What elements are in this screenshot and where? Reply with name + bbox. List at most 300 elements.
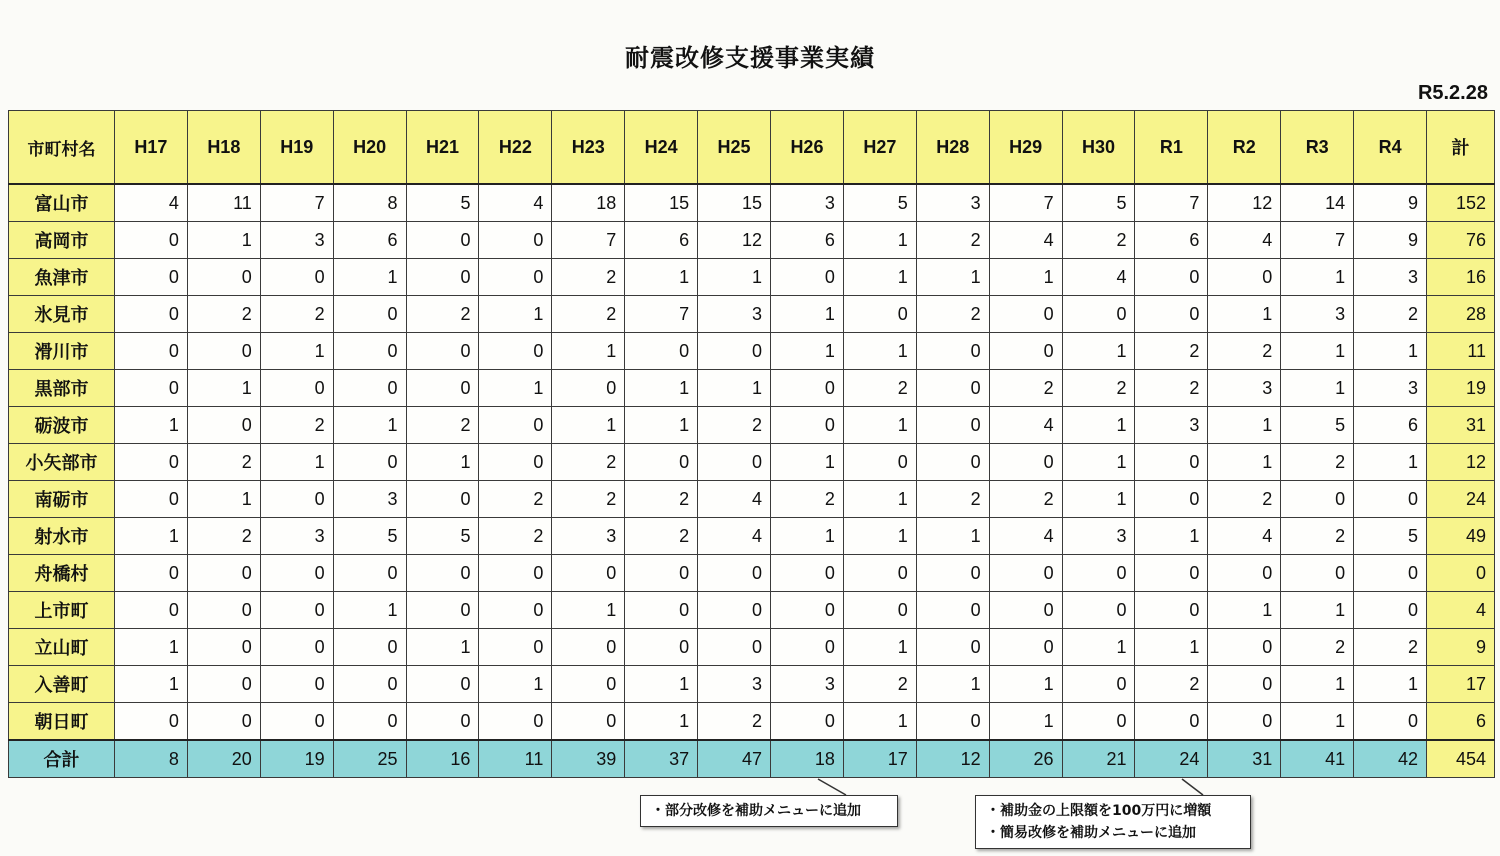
sum-value-cell: 11	[479, 740, 552, 778]
row-value-cell: 2	[916, 222, 989, 259]
row-value-cell: 1	[406, 629, 479, 666]
header-year-H28: H28	[916, 111, 989, 185]
row-value-cell: 1	[115, 666, 188, 703]
row-value-cell: 1	[260, 444, 333, 481]
row-value-cell: 0	[1135, 259, 1208, 296]
row-value-cell: 0	[1281, 555, 1354, 592]
row-value-cell: 0	[771, 555, 844, 592]
table-row	[9, 592, 1495, 629]
row-value-cell: 1	[1062, 481, 1135, 518]
row-value-cell: 0	[479, 444, 552, 481]
row-value-cell: 4	[1208, 518, 1281, 555]
row-value-cell: 1	[187, 370, 260, 407]
row-value-cell: 1	[771, 518, 844, 555]
row-value-cell: 0	[989, 444, 1062, 481]
row-value-cell: 2	[1062, 222, 1135, 259]
row-value-cell: 1	[843, 481, 916, 518]
row-value-cell: 2	[1281, 518, 1354, 555]
row-value-cell: 0	[260, 629, 333, 666]
row-value-cell: 2	[1135, 370, 1208, 407]
header-year-R2: R2	[1208, 111, 1281, 185]
sum-value-cell: 21	[1062, 740, 1135, 778]
row-total-cell: 11	[1427, 333, 1495, 370]
row-value-cell: 1	[333, 259, 406, 296]
row-value-cell: 3	[1354, 259, 1427, 296]
sum-value-cell: 18	[771, 740, 844, 778]
row-value-cell: 0	[260, 555, 333, 592]
row-value-cell: 0	[552, 370, 625, 407]
row-value-cell: 0	[1135, 444, 1208, 481]
header-year-H30: H30	[1062, 111, 1135, 185]
sum-value-cell: 25	[333, 740, 406, 778]
callout-leader-r1	[1182, 779, 1203, 795]
row-value-cell: 1	[260, 333, 333, 370]
row-value-cell: 1	[625, 370, 698, 407]
header-year-H19: H19	[260, 111, 333, 185]
row-value-cell: 0	[187, 629, 260, 666]
row-value-cell: 3	[1208, 370, 1281, 407]
row-value-cell: 1	[552, 333, 625, 370]
row-value-cell: 0	[1062, 703, 1135, 741]
row-value-cell: 1	[1135, 629, 1208, 666]
row-total-cell: 9	[1427, 629, 1495, 666]
sum-value-cell: 16	[406, 740, 479, 778]
row-value-cell: 1	[916, 259, 989, 296]
row-value-cell: 3	[916, 184, 989, 222]
row-value-cell: 3	[260, 518, 333, 555]
row-value-cell: 2	[187, 296, 260, 333]
row-value-cell: 1	[406, 444, 479, 481]
row-value-cell: 0	[1135, 296, 1208, 333]
row-value-cell: 0	[479, 592, 552, 629]
row-value-cell: 0	[989, 629, 1062, 666]
row-value-cell: 0	[115, 259, 188, 296]
row-value-cell: 0	[406, 481, 479, 518]
row-value-cell: 8	[333, 184, 406, 222]
row-value-cell: 3	[1135, 407, 1208, 444]
sum-value-cell: 39	[552, 740, 625, 778]
row-value-cell: 0	[771, 259, 844, 296]
row-value-cell: 3	[698, 666, 771, 703]
row-total-cell: 0	[1427, 555, 1495, 592]
row-value-cell: 5	[1281, 407, 1354, 444]
row-value-cell: 5	[1354, 518, 1427, 555]
row-value-cell: 0	[698, 444, 771, 481]
report-date: R5.2.28	[1417, 82, 1488, 104]
row-municipality-name: 南砺市	[9, 481, 115, 518]
row-value-cell: 0	[187, 703, 260, 741]
row-municipality-name: 滑川市	[9, 333, 115, 370]
row-value-cell: 0	[333, 370, 406, 407]
row-value-cell: 6	[1354, 407, 1427, 444]
row-value-cell: 2	[1281, 629, 1354, 666]
row-value-cell: 0	[260, 259, 333, 296]
row-municipality-name: 富山市	[9, 184, 115, 222]
row-value-cell: 1	[625, 703, 698, 741]
row-total-cell: 49	[1427, 518, 1495, 555]
row-municipality-name: 朝日町	[9, 703, 115, 741]
row-value-cell: 2	[1354, 296, 1427, 333]
callout-line: ・簡易改修を補助メニューに追加	[986, 825, 1196, 841]
row-value-cell: 9	[1354, 222, 1427, 259]
row-value-cell: 1	[1281, 592, 1354, 629]
row-value-cell: 0	[916, 444, 989, 481]
sum-value-cell: 47	[698, 740, 771, 778]
row-value-cell: 3	[552, 518, 625, 555]
row-value-cell: 0	[1354, 703, 1427, 741]
header-year-H17: H17	[115, 111, 188, 185]
callout-subsidy-increase	[975, 795, 1251, 849]
header-year-H24: H24	[625, 111, 698, 185]
row-value-cell: 0	[479, 407, 552, 444]
row-value-cell: 4	[989, 222, 1062, 259]
row-value-cell: 0	[916, 333, 989, 370]
row-value-cell: 5	[406, 184, 479, 222]
sum-value-cell: 24	[1135, 740, 1208, 778]
row-value-cell: 0	[115, 333, 188, 370]
row-value-cell: 1	[1062, 629, 1135, 666]
row-value-cell: 0	[552, 555, 625, 592]
row-value-cell: 0	[406, 370, 479, 407]
row-value-cell: 11	[187, 184, 260, 222]
row-value-cell: 1	[916, 666, 989, 703]
row-value-cell: 0	[1135, 481, 1208, 518]
row-value-cell: 0	[916, 629, 989, 666]
row-value-cell: 0	[260, 481, 333, 518]
sum-value-cell: 37	[625, 740, 698, 778]
row-value-cell: 2	[1062, 370, 1135, 407]
row-value-cell: 0	[843, 592, 916, 629]
row-value-cell: 0	[625, 444, 698, 481]
row-value-cell: 7	[260, 184, 333, 222]
row-value-cell: 1	[187, 481, 260, 518]
row-value-cell: 1	[989, 666, 1062, 703]
table-row	[9, 555, 1495, 592]
row-value-cell: 0	[479, 703, 552, 741]
row-municipality-name: 氷見市	[9, 296, 115, 333]
row-value-cell: 1	[843, 703, 916, 741]
table-row	[9, 629, 1495, 666]
header-year-R3: R3	[1281, 111, 1354, 185]
row-value-cell: 0	[115, 444, 188, 481]
row-value-cell: 1	[698, 370, 771, 407]
row-value-cell: 2	[771, 481, 844, 518]
row-value-cell: 0	[479, 333, 552, 370]
row-value-cell: 0	[406, 703, 479, 741]
row-value-cell: 0	[989, 296, 1062, 333]
table-row	[9, 184, 1495, 222]
row-value-cell: 0	[1135, 592, 1208, 629]
row-value-cell: 6	[771, 222, 844, 259]
row-value-cell: 2	[406, 296, 479, 333]
row-value-cell: 1	[1354, 333, 1427, 370]
row-value-cell: 1	[771, 444, 844, 481]
row-value-cell: 2	[260, 407, 333, 444]
row-value-cell: 2	[552, 259, 625, 296]
header-year-H26: H26	[771, 111, 844, 185]
row-total-cell: 4	[1427, 592, 1495, 629]
row-value-cell: 2	[552, 444, 625, 481]
row-value-cell: 1	[698, 259, 771, 296]
row-value-cell: 0	[115, 481, 188, 518]
table-row	[9, 703, 1495, 741]
row-value-cell: 6	[333, 222, 406, 259]
row-value-cell: 1	[115, 629, 188, 666]
row-value-cell: 0	[771, 407, 844, 444]
table-row	[9, 481, 1495, 518]
row-value-cell: 0	[1354, 481, 1427, 518]
row-value-cell: 0	[771, 370, 844, 407]
sum-value-cell: 17	[843, 740, 916, 778]
row-value-cell: 0	[187, 592, 260, 629]
row-value-cell: 0	[552, 703, 625, 741]
row-total-cell: 17	[1427, 666, 1495, 703]
sum-value-cell: 19	[260, 740, 333, 778]
row-value-cell: 12	[1208, 184, 1281, 222]
row-total-cell: 16	[1427, 259, 1495, 296]
row-value-cell: 1	[625, 407, 698, 444]
table-sum-row	[9, 740, 1495, 778]
row-value-cell: 0	[187, 407, 260, 444]
row-value-cell: 3	[1281, 296, 1354, 333]
row-value-cell: 1	[479, 666, 552, 703]
row-value-cell: 3	[333, 481, 406, 518]
row-value-cell: 2	[843, 666, 916, 703]
header-year-H29: H29	[989, 111, 1062, 185]
sum-value-cell: 8	[115, 740, 188, 778]
row-value-cell: 0	[115, 703, 188, 741]
row-value-cell: 1	[115, 518, 188, 555]
row-value-cell: 1	[1281, 370, 1354, 407]
row-value-cell: 15	[698, 184, 771, 222]
row-value-cell: 2	[1281, 444, 1354, 481]
row-value-cell: 1	[625, 666, 698, 703]
row-value-cell: 0	[1062, 666, 1135, 703]
row-value-cell: 0	[552, 666, 625, 703]
row-value-cell: 3	[771, 666, 844, 703]
row-total-cell: 76	[1427, 222, 1495, 259]
row-value-cell: 0	[916, 370, 989, 407]
row-value-cell: 7	[989, 184, 1062, 222]
row-value-cell: 0	[406, 259, 479, 296]
row-value-cell: 2	[479, 518, 552, 555]
row-value-cell: 0	[771, 592, 844, 629]
row-value-cell: 4	[115, 184, 188, 222]
row-value-cell: 0	[1208, 555, 1281, 592]
row-value-cell: 0	[260, 666, 333, 703]
row-value-cell: 0	[698, 555, 771, 592]
page-title: 耐震改修支援事業実績	[625, 44, 875, 72]
row-value-cell: 5	[1062, 184, 1135, 222]
row-total-cell: 12	[1427, 444, 1495, 481]
row-value-cell: 4	[1208, 222, 1281, 259]
row-value-cell: 4	[989, 407, 1062, 444]
row-value-cell: 3	[1062, 518, 1135, 555]
header-municipality: 市町村名	[9, 111, 115, 185]
row-municipality-name: 入善町	[9, 666, 115, 703]
row-value-cell: 0	[187, 333, 260, 370]
row-value-cell: 3	[771, 184, 844, 222]
row-value-cell: 0	[771, 703, 844, 741]
row-value-cell: 0	[771, 629, 844, 666]
row-value-cell: 1	[479, 370, 552, 407]
row-value-cell: 2	[698, 407, 771, 444]
row-value-cell: 0	[406, 333, 479, 370]
row-value-cell: 7	[1281, 222, 1354, 259]
row-value-cell: 2	[625, 481, 698, 518]
row-value-cell: 2	[916, 481, 989, 518]
row-value-cell: 0	[698, 592, 771, 629]
row-value-cell: 0	[1062, 296, 1135, 333]
row-value-cell: 1	[1062, 407, 1135, 444]
row-value-cell: 0	[625, 592, 698, 629]
row-value-cell: 9	[1354, 184, 1427, 222]
row-value-cell: 6	[625, 222, 698, 259]
row-value-cell: 0	[115, 296, 188, 333]
header-year-H23: H23	[552, 111, 625, 185]
header-year-R1: R1	[1135, 111, 1208, 185]
row-value-cell: 0	[479, 555, 552, 592]
row-value-cell: 0	[698, 333, 771, 370]
table-row	[9, 407, 1495, 444]
row-value-cell: 1	[333, 407, 406, 444]
row-value-cell: 0	[552, 629, 625, 666]
row-value-cell: 4	[479, 184, 552, 222]
row-value-cell: 4	[698, 518, 771, 555]
table-row	[9, 518, 1495, 555]
row-value-cell: 0	[1062, 555, 1135, 592]
row-value-cell: 1	[1208, 444, 1281, 481]
row-value-cell: 0	[333, 555, 406, 592]
header-year-R4: R4	[1354, 111, 1427, 185]
row-value-cell: 0	[1208, 259, 1281, 296]
row-value-cell: 0	[115, 222, 188, 259]
row-value-cell: 1	[1354, 666, 1427, 703]
row-value-cell: 2	[1208, 481, 1281, 518]
sum-value-cell: 42	[1354, 740, 1427, 778]
row-value-cell: 0	[260, 592, 333, 629]
row-value-cell: 1	[771, 296, 844, 333]
sum-value-cell: 20	[187, 740, 260, 778]
header-total: 計	[1427, 111, 1495, 185]
row-value-cell: 1	[1062, 444, 1135, 481]
row-value-cell: 2	[552, 481, 625, 518]
row-value-cell: 0	[916, 703, 989, 741]
table-header-row	[9, 111, 1495, 185]
row-value-cell: 2	[552, 296, 625, 333]
callout-line: ・補助金の上限額を100万円に増額	[986, 803, 1212, 819]
row-value-cell: 1	[1062, 333, 1135, 370]
row-municipality-name: 立山町	[9, 629, 115, 666]
row-value-cell: 1	[479, 296, 552, 333]
row-value-cell: 0	[916, 407, 989, 444]
table-row	[9, 333, 1495, 370]
row-value-cell: 0	[260, 370, 333, 407]
row-value-cell: 0	[916, 555, 989, 592]
row-value-cell: 2	[698, 703, 771, 741]
row-value-cell: 2	[916, 296, 989, 333]
row-value-cell: 0	[625, 555, 698, 592]
row-value-cell: 15	[625, 184, 698, 222]
row-value-cell: 0	[1135, 555, 1208, 592]
row-total-cell: 152	[1427, 184, 1495, 222]
row-value-cell: 1	[552, 592, 625, 629]
row-value-cell: 1	[989, 259, 1062, 296]
row-value-cell: 12	[698, 222, 771, 259]
callout-leader-h26	[818, 779, 846, 795]
row-value-cell: 1	[916, 518, 989, 555]
row-value-cell: 3	[698, 296, 771, 333]
row-value-cell: 3	[1354, 370, 1427, 407]
header-year-H20: H20	[333, 111, 406, 185]
row-municipality-name: 射水市	[9, 518, 115, 555]
table-row	[9, 370, 1495, 407]
row-value-cell: 1	[843, 333, 916, 370]
row-value-cell: 1	[1208, 592, 1281, 629]
row-value-cell: 14	[1281, 184, 1354, 222]
row-value-cell: 0	[406, 666, 479, 703]
row-value-cell: 0	[115, 592, 188, 629]
row-value-cell: 0	[187, 259, 260, 296]
row-value-cell: 7	[625, 296, 698, 333]
row-value-cell: 0	[625, 629, 698, 666]
row-value-cell: 1	[552, 407, 625, 444]
row-value-cell: 1	[843, 222, 916, 259]
table-row	[9, 666, 1495, 703]
row-value-cell: 1	[1281, 259, 1354, 296]
row-municipality-name: 高岡市	[9, 222, 115, 259]
header-year-H18: H18	[187, 111, 260, 185]
row-value-cell: 0	[260, 703, 333, 741]
callout-line: ・部分改修を補助メニューに追加	[651, 803, 861, 819]
row-value-cell: 0	[406, 555, 479, 592]
row-total-cell: 6	[1427, 703, 1495, 741]
row-value-cell: 18	[552, 184, 625, 222]
header-year-H21: H21	[406, 111, 479, 185]
row-value-cell: 2	[406, 407, 479, 444]
row-value-cell: 0	[479, 222, 552, 259]
row-value-cell: 0	[479, 259, 552, 296]
row-value-cell: 1	[843, 407, 916, 444]
row-municipality-name: 黒部市	[9, 370, 115, 407]
row-value-cell: 0	[115, 555, 188, 592]
row-value-cell: 7	[1135, 184, 1208, 222]
row-value-cell: 5	[406, 518, 479, 555]
row-value-cell: 2	[989, 481, 1062, 518]
row-value-cell: 2	[843, 370, 916, 407]
row-value-cell: 0	[1281, 481, 1354, 518]
row-value-cell: 2	[187, 444, 260, 481]
row-municipality-name: 舟橋村	[9, 555, 115, 592]
row-municipality-name: 小矢部市	[9, 444, 115, 481]
row-value-cell: 1	[1135, 518, 1208, 555]
row-value-cell: 0	[333, 629, 406, 666]
row-value-cell: 1	[115, 407, 188, 444]
row-value-cell: 4	[989, 518, 1062, 555]
row-value-cell: 1	[989, 703, 1062, 741]
row-value-cell: 0	[187, 666, 260, 703]
row-value-cell: 0	[406, 592, 479, 629]
row-total-cell: 28	[1427, 296, 1495, 333]
row-value-cell: 0	[333, 703, 406, 741]
row-value-cell: 0	[333, 666, 406, 703]
row-value-cell: 4	[1062, 259, 1135, 296]
sum-value-cell: 12	[916, 740, 989, 778]
row-value-cell: 0	[916, 592, 989, 629]
row-value-cell: 0	[1062, 592, 1135, 629]
header-year-H22: H22	[479, 111, 552, 185]
row-municipality-name: 上市町	[9, 592, 115, 629]
